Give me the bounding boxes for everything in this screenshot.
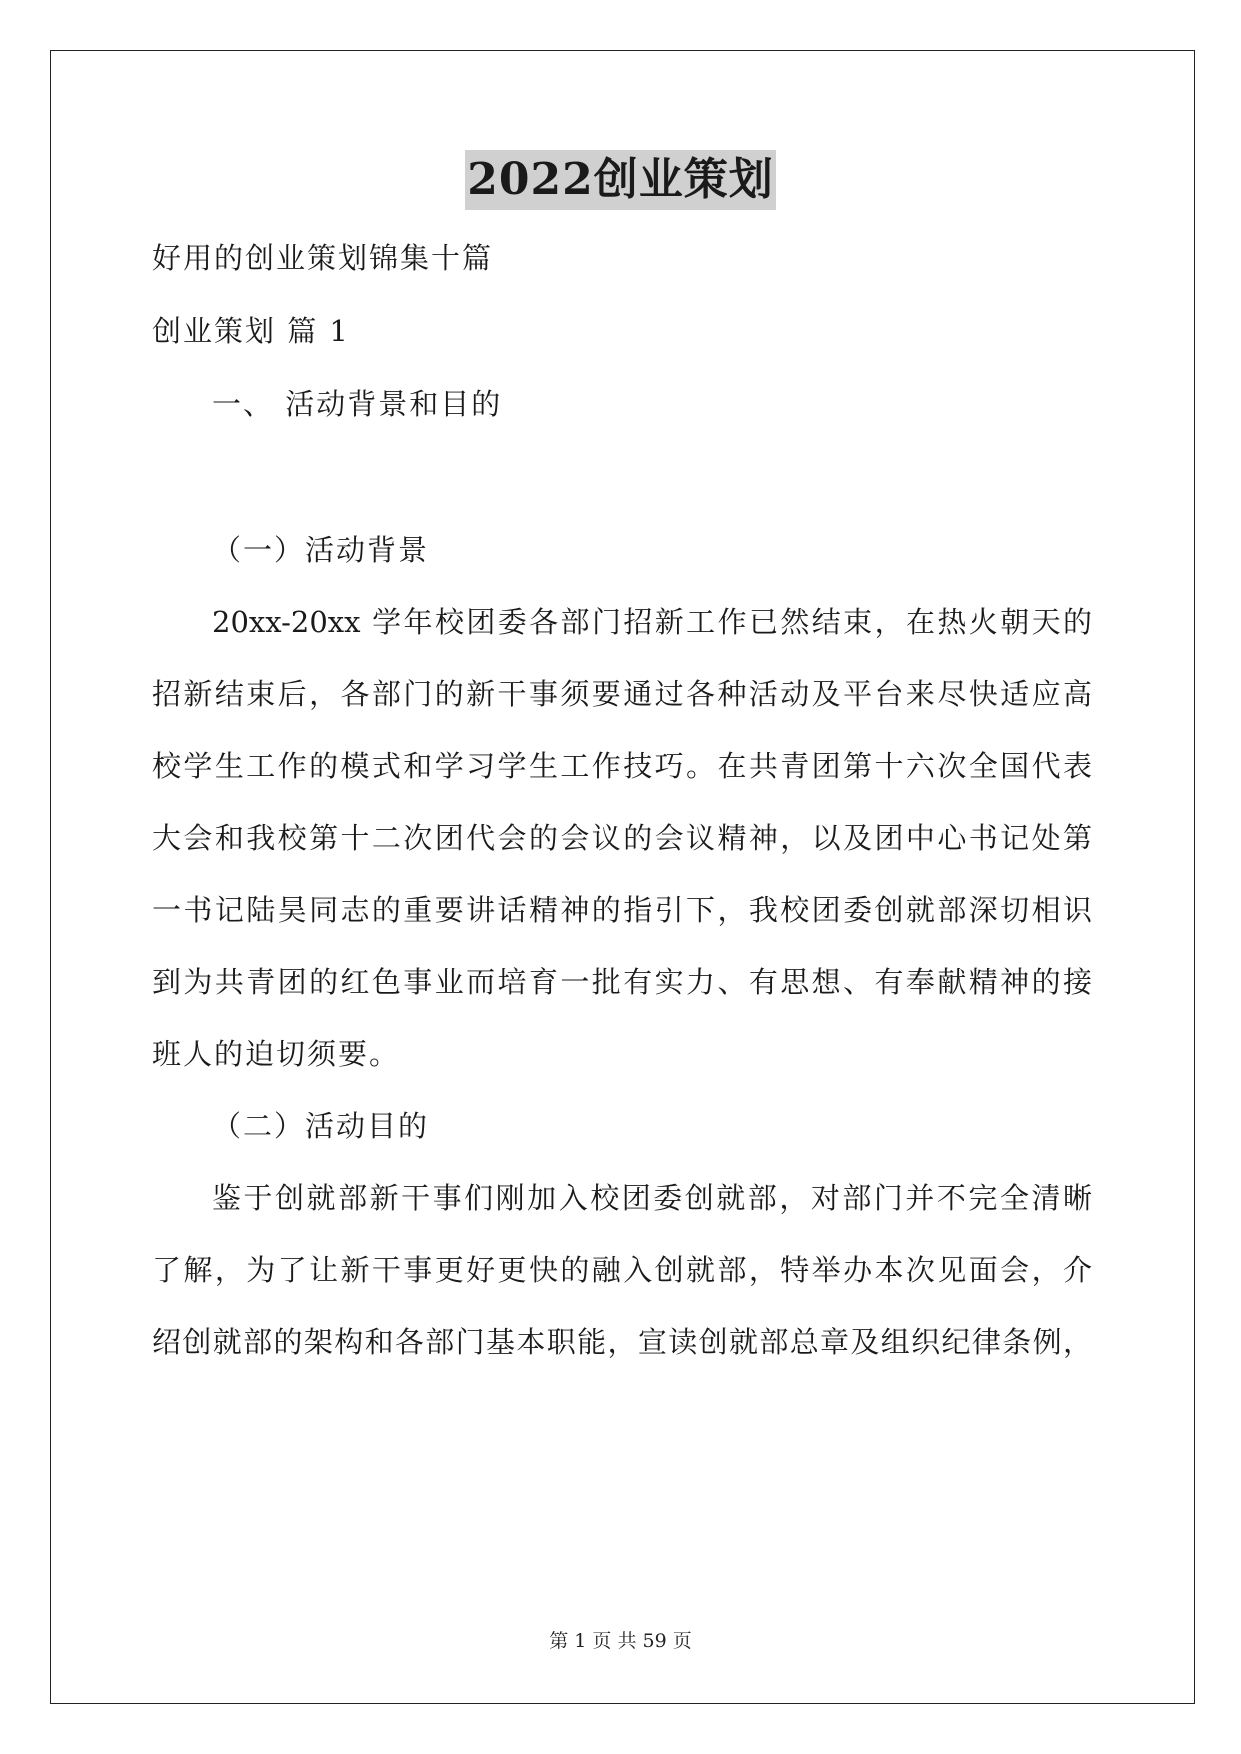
part-heading: 一、 活动背景和目的 xyxy=(212,387,503,421)
subsection-heading-purpose: （二）活动目的 xyxy=(212,1109,430,1143)
section-heading: 创业策划 篇 1 xyxy=(152,314,350,348)
paragraph-line: 了解，为了让新干事更好更快的融入创就部，特举办本次见面会，介 xyxy=(152,1253,1092,1287)
title-container xyxy=(0,150,1241,210)
paragraph-line: 招新结束后，各部门的新干事须要通过各种活动及平台来尽快适应高 xyxy=(152,677,1092,711)
paragraph-line: 到为共青团的红色事业而培育一批有实力、有思想、有奉献精神的接 xyxy=(152,965,1092,999)
paragraph-line: 大会和我校第十二次团代会的会议的会议精神，以及团中心书记处第 xyxy=(152,821,1092,855)
paragraph-line: 鉴于创就部新干事们刚加入校团委创就部，对部门并不完全清晰 xyxy=(212,1181,1092,1215)
paragraph-line: 绍创就部的架构和各部门基本职能，宣读创就部总章及组织纪律条例， xyxy=(152,1325,1092,1359)
document-subtitle: 好用的创业策划锦集十篇 xyxy=(152,241,494,275)
document-title: 2022创业策划 xyxy=(465,150,775,210)
subsection-heading-background: （一）活动背景 xyxy=(212,533,430,567)
paragraph-line: 20xx-20xx 学年校团委各部门招新工作已然结束，在热火朝天的 xyxy=(212,605,1092,639)
paragraph-line: 一书记陆昊同志的重要讲话精神的指引下，我校团委创就部深切相识 xyxy=(152,893,1092,927)
page-number-footer: 第 1 页 共 59 页 xyxy=(549,1630,692,1652)
paragraph-line: 校学生工作的模式和学习学生工作技巧。在共青团第十六次全国代表 xyxy=(152,749,1092,783)
page-border xyxy=(50,50,1195,1704)
paragraph-line: 班人的迫切须要。 xyxy=(152,1037,401,1071)
